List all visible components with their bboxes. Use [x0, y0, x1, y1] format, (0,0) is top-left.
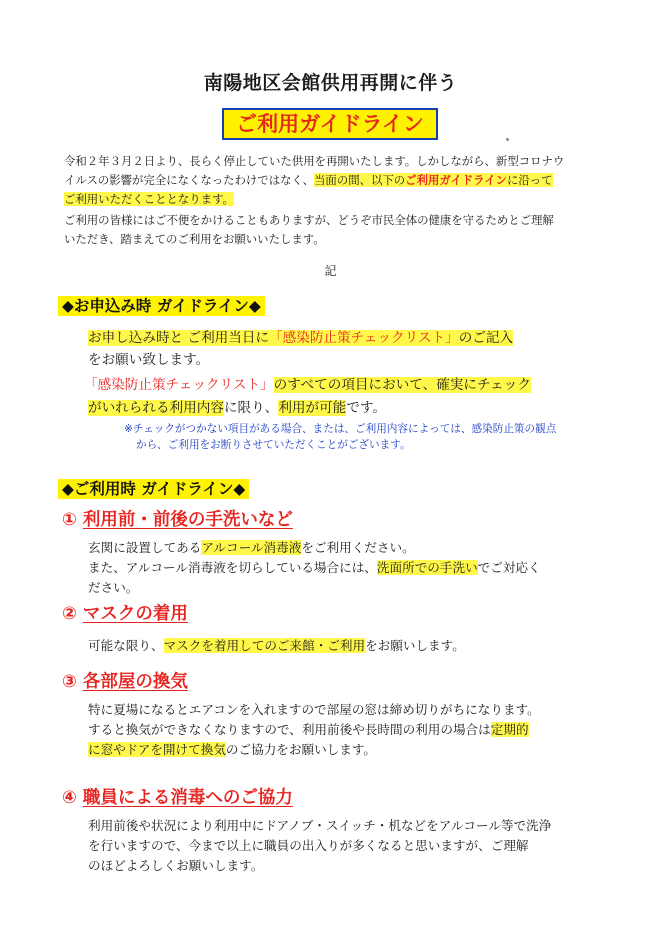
- apply-note-2: から、ご利用をお断りさせていただくことがございます。: [136, 439, 411, 451]
- body-highlight: マスクを着用してのご来館・ご利用: [163, 638, 366, 653]
- page-title: 南陽地区会館供用再開に伴う: [203, 72, 458, 94]
- handwash-line-1: [88, 538, 415, 558]
- body-highlight: 定期的: [490, 722, 529, 737]
- body-text: 可能な限り、: [88, 638, 164, 653]
- apply-highlight: 利用が可能: [278, 400, 347, 416]
- apply-text: です。: [346, 400, 386, 416]
- apply-highlight: お申し込み時と ご利用当日に: [88, 330, 270, 346]
- ventilation-line-3: [88, 740, 376, 760]
- heading-handwash: [62, 506, 293, 531]
- intro-highlight: 当面の間、以下の: [314, 173, 406, 187]
- guideline-banner: ご利用ガイドライン: [222, 108, 438, 140]
- apply-highlight: がいれられる利用内容: [88, 400, 224, 416]
- intro-line-2: [64, 171, 553, 190]
- item-number: ③: [62, 672, 77, 692]
- disinfection-line-3: のほどよろしくお願いします。: [88, 858, 264, 873]
- body-text: 玄関に設置してある: [88, 540, 202, 555]
- item-number: ②: [62, 604, 77, 624]
- body-text: をお願いします。: [365, 638, 465, 653]
- disinfection-line-2: を行いますので、今まで以上に職員の出入りが多くなると思いますが、ご理解: [88, 838, 529, 853]
- apply-highlight: のご記入: [458, 330, 514, 346]
- item-number: ①: [62, 510, 77, 530]
- body-text: をご利用ください。: [301, 540, 415, 555]
- section-use-title: ◆ご利用時 ガイドライン◆: [58, 479, 249, 499]
- intro-line-1: 令和２年３月２日より、長らく停止していた供用を再開いたします。しかしながら、新型コロナウ: [64, 154, 565, 168]
- apply-note-1: ※チェックがつかない項目がある場合、または、ご利用内容によっては、感染防止策の観点: [124, 423, 557, 435]
- mask-line-1: [88, 636, 465, 656]
- ventilation-line-1: 特に夏場になるとエアコンを入れますので部屋の窓は締め切りがちになります。: [88, 702, 540, 717]
- heading-text: 利用前・前後の手洗いなど: [82, 510, 293, 530]
- checklist-name: 「感染防止策チェックリスト」: [84, 377, 274, 393]
- apply-line-4: [88, 398, 386, 419]
- heading-text: 各部屋の換気: [82, 672, 188, 692]
- body-highlight: アルコール消毒液: [201, 540, 302, 555]
- intro-highlight: に沿って: [507, 173, 553, 187]
- apply-line-2: をお願い致します。: [88, 352, 210, 368]
- body-highlight: 洗面所での手洗い: [376, 560, 478, 575]
- intro-line-4: ご利用の皆様にはご不便をかけることもありますが、どうぞ市民全体の健康を守るためとご理解: [64, 213, 554, 227]
- heading-text: マスクの着用: [82, 604, 188, 624]
- apply-highlight: のすべての項目において、確実にチェック: [273, 377, 531, 393]
- body-text: でご対応く: [477, 560, 541, 575]
- heading-text: 職員による消毒へのご協力: [82, 788, 293, 808]
- intro-highlight: ご利用いただくこととなります。: [64, 192, 234, 206]
- heading-mask: [62, 600, 188, 625]
- section-apply-title: ◆お申込み時 ガイドライン◆: [58, 296, 265, 316]
- intro-text: イルスの影響が完全になくなったわけではなく、: [64, 173, 315, 187]
- intro-highlight-red: ご利用ガイドライン: [405, 173, 508, 187]
- apply-text: に限り、: [223, 400, 279, 416]
- disinfection-line-1: 利用前後や状況により利用中にドアノブ・スイッチ・机などをアルコール等で洗浄: [88, 818, 552, 833]
- apply-line-1: [88, 328, 513, 349]
- body-text: すると換気ができなくなりますので、利用前後や長時間の利用の場合は: [88, 722, 491, 737]
- body-highlight: に窓やドアを開けて換気: [88, 742, 226, 757]
- checklist-name: 「感染防止策チェックリスト」: [269, 330, 459, 346]
- heading-disinfection: [62, 784, 293, 809]
- body-text: のご協力をお願いします。: [225, 742, 377, 757]
- item-number: ④: [62, 788, 77, 808]
- heading-ventilation: [62, 668, 188, 693]
- intro-line-5: いただき、踏まえてのご利用をお願いいたします。: [64, 232, 325, 246]
- apply-line-3: [84, 375, 531, 396]
- ki-mark: 記: [324, 264, 337, 278]
- ventilation-line-2: [88, 720, 529, 740]
- intro-line-3: [64, 190, 234, 209]
- scan-speck: [506, 138, 509, 141]
- handwash-line-2: [88, 558, 541, 578]
- handwash-line-3: ださい。: [88, 580, 139, 595]
- body-text: また、アルコール消毒液を切らしている場合には、: [88, 560, 377, 575]
